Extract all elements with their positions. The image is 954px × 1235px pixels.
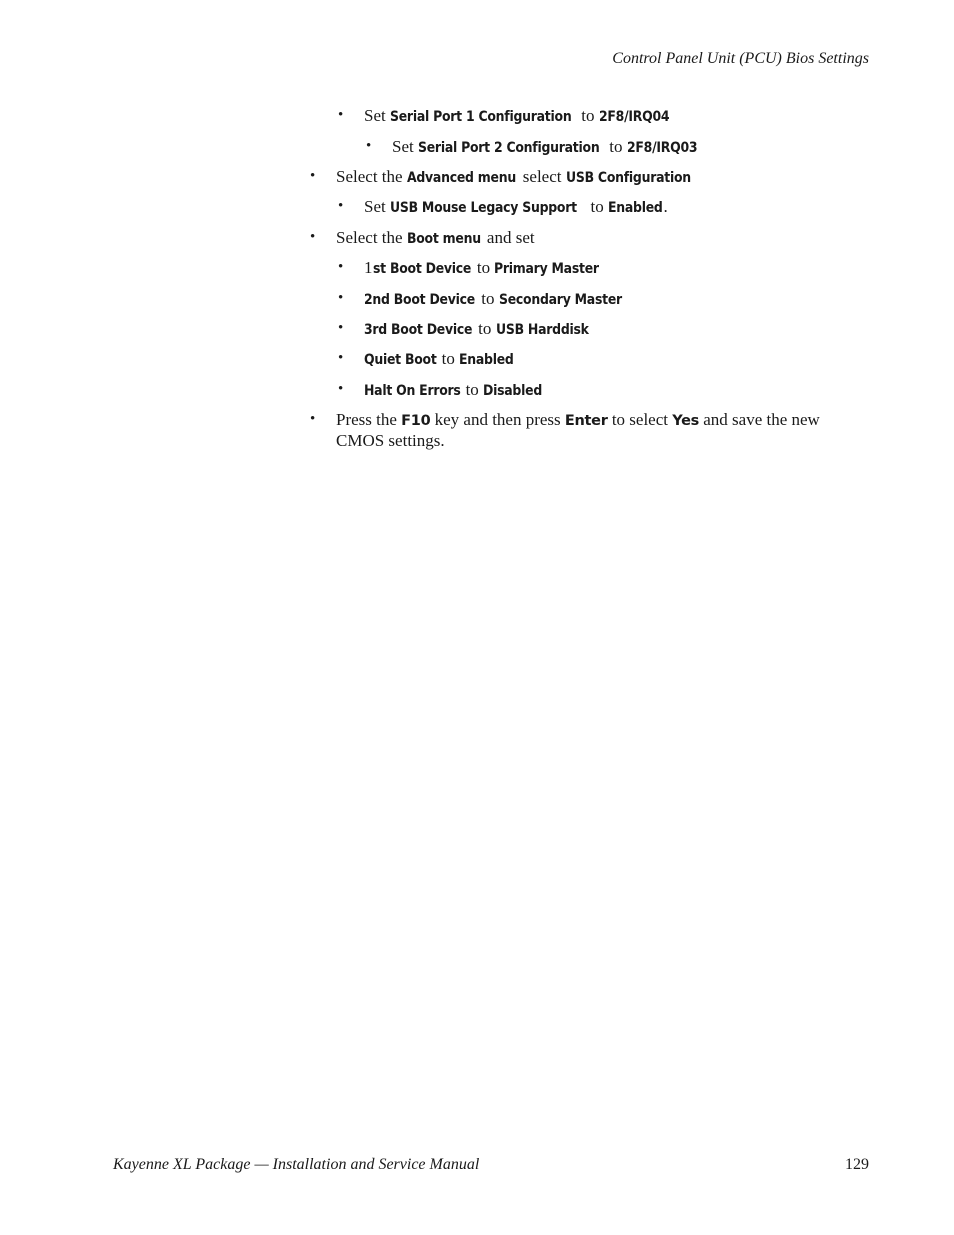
bullet: •	[310, 168, 316, 184]
list-item	[364, 289, 642, 310]
list-item	[392, 137, 708, 158]
menu-item: USB Configuration	[565, 170, 691, 186]
text: to	[477, 289, 499, 308]
key-name: Enter	[564, 413, 608, 429]
text: and save the new CMOS settings.	[336, 410, 820, 450]
bullet: •	[338, 381, 344, 397]
text: to select	[607, 410, 673, 429]
list-item	[336, 167, 711, 188]
menu-name: Advanced menu	[406, 170, 516, 186]
text: .	[663, 197, 668, 216]
list-item	[364, 197, 668, 218]
text: to	[604, 137, 627, 156]
list-item	[364, 319, 603, 340]
text: select	[518, 167, 566, 186]
setting-name: Halt On Errors	[364, 383, 461, 399]
bullet: •	[338, 320, 344, 336]
setting-value: USB Harddisk	[495, 322, 589, 338]
setting-value: Enabled	[459, 352, 514, 368]
option-name: Yes	[672, 413, 699, 429]
text: to	[473, 319, 496, 338]
menu-name: Boot menu	[406, 231, 481, 247]
setting-name: 3rd Boot Device	[364, 322, 473, 338]
list-item	[336, 410, 856, 451]
setting-value: Disabled	[483, 383, 543, 399]
list-item	[364, 258, 616, 279]
text: Select the	[336, 228, 407, 247]
setting-name: st Boot Device	[372, 261, 471, 277]
text: key and then press	[430, 410, 565, 429]
text: Set	[364, 197, 390, 216]
text: and set	[482, 228, 535, 247]
bullet: •	[338, 350, 344, 366]
bullet: •	[338, 259, 344, 275]
text: 1	[364, 258, 373, 277]
bullet: •	[310, 411, 316, 427]
setting-name: Serial Port 2 Configuration	[417, 140, 600, 156]
setting-value: 2F8/IRQ04	[598, 109, 670, 125]
bullet: •	[310, 229, 316, 245]
text: to	[586, 197, 608, 216]
text: to	[576, 106, 599, 125]
setting-value: Primary Master	[494, 261, 600, 277]
list-item	[364, 106, 680, 127]
list-item	[336, 228, 535, 249]
bullet: •	[338, 107, 344, 123]
setting-name: Serial Port 1 Configuration	[389, 109, 572, 125]
setting-name: USB Mouse Legacy Support	[389, 200, 577, 216]
text: Set	[364, 106, 390, 125]
text: to	[472, 258, 495, 277]
text: Set	[392, 137, 418, 156]
setting-value: 2F8/IRQ03	[626, 140, 698, 156]
text: to	[461, 380, 484, 399]
setting-value: Enabled	[607, 200, 663, 216]
setting-name: Quiet Boot	[364, 352, 437, 368]
running-header: Control Panel Unit (PCU) Bios Settings	[612, 50, 869, 67]
list-item	[364, 349, 523, 370]
bullet: •	[366, 138, 372, 154]
setting-name: 2nd Boot Device	[364, 292, 475, 308]
text: Press the	[336, 410, 402, 429]
footer-manual-title: Kayenne XL Package — Installation and Service Manual	[113, 1156, 480, 1173]
setting-value: Secondary Master	[498, 292, 622, 308]
key-name: F10	[401, 413, 431, 429]
text: Select the	[336, 167, 407, 186]
bullet: •	[338, 198, 344, 214]
text: to	[437, 349, 460, 368]
list-item	[364, 380, 552, 401]
page-number: 129	[845, 1156, 869, 1173]
bullet: •	[338, 290, 344, 306]
